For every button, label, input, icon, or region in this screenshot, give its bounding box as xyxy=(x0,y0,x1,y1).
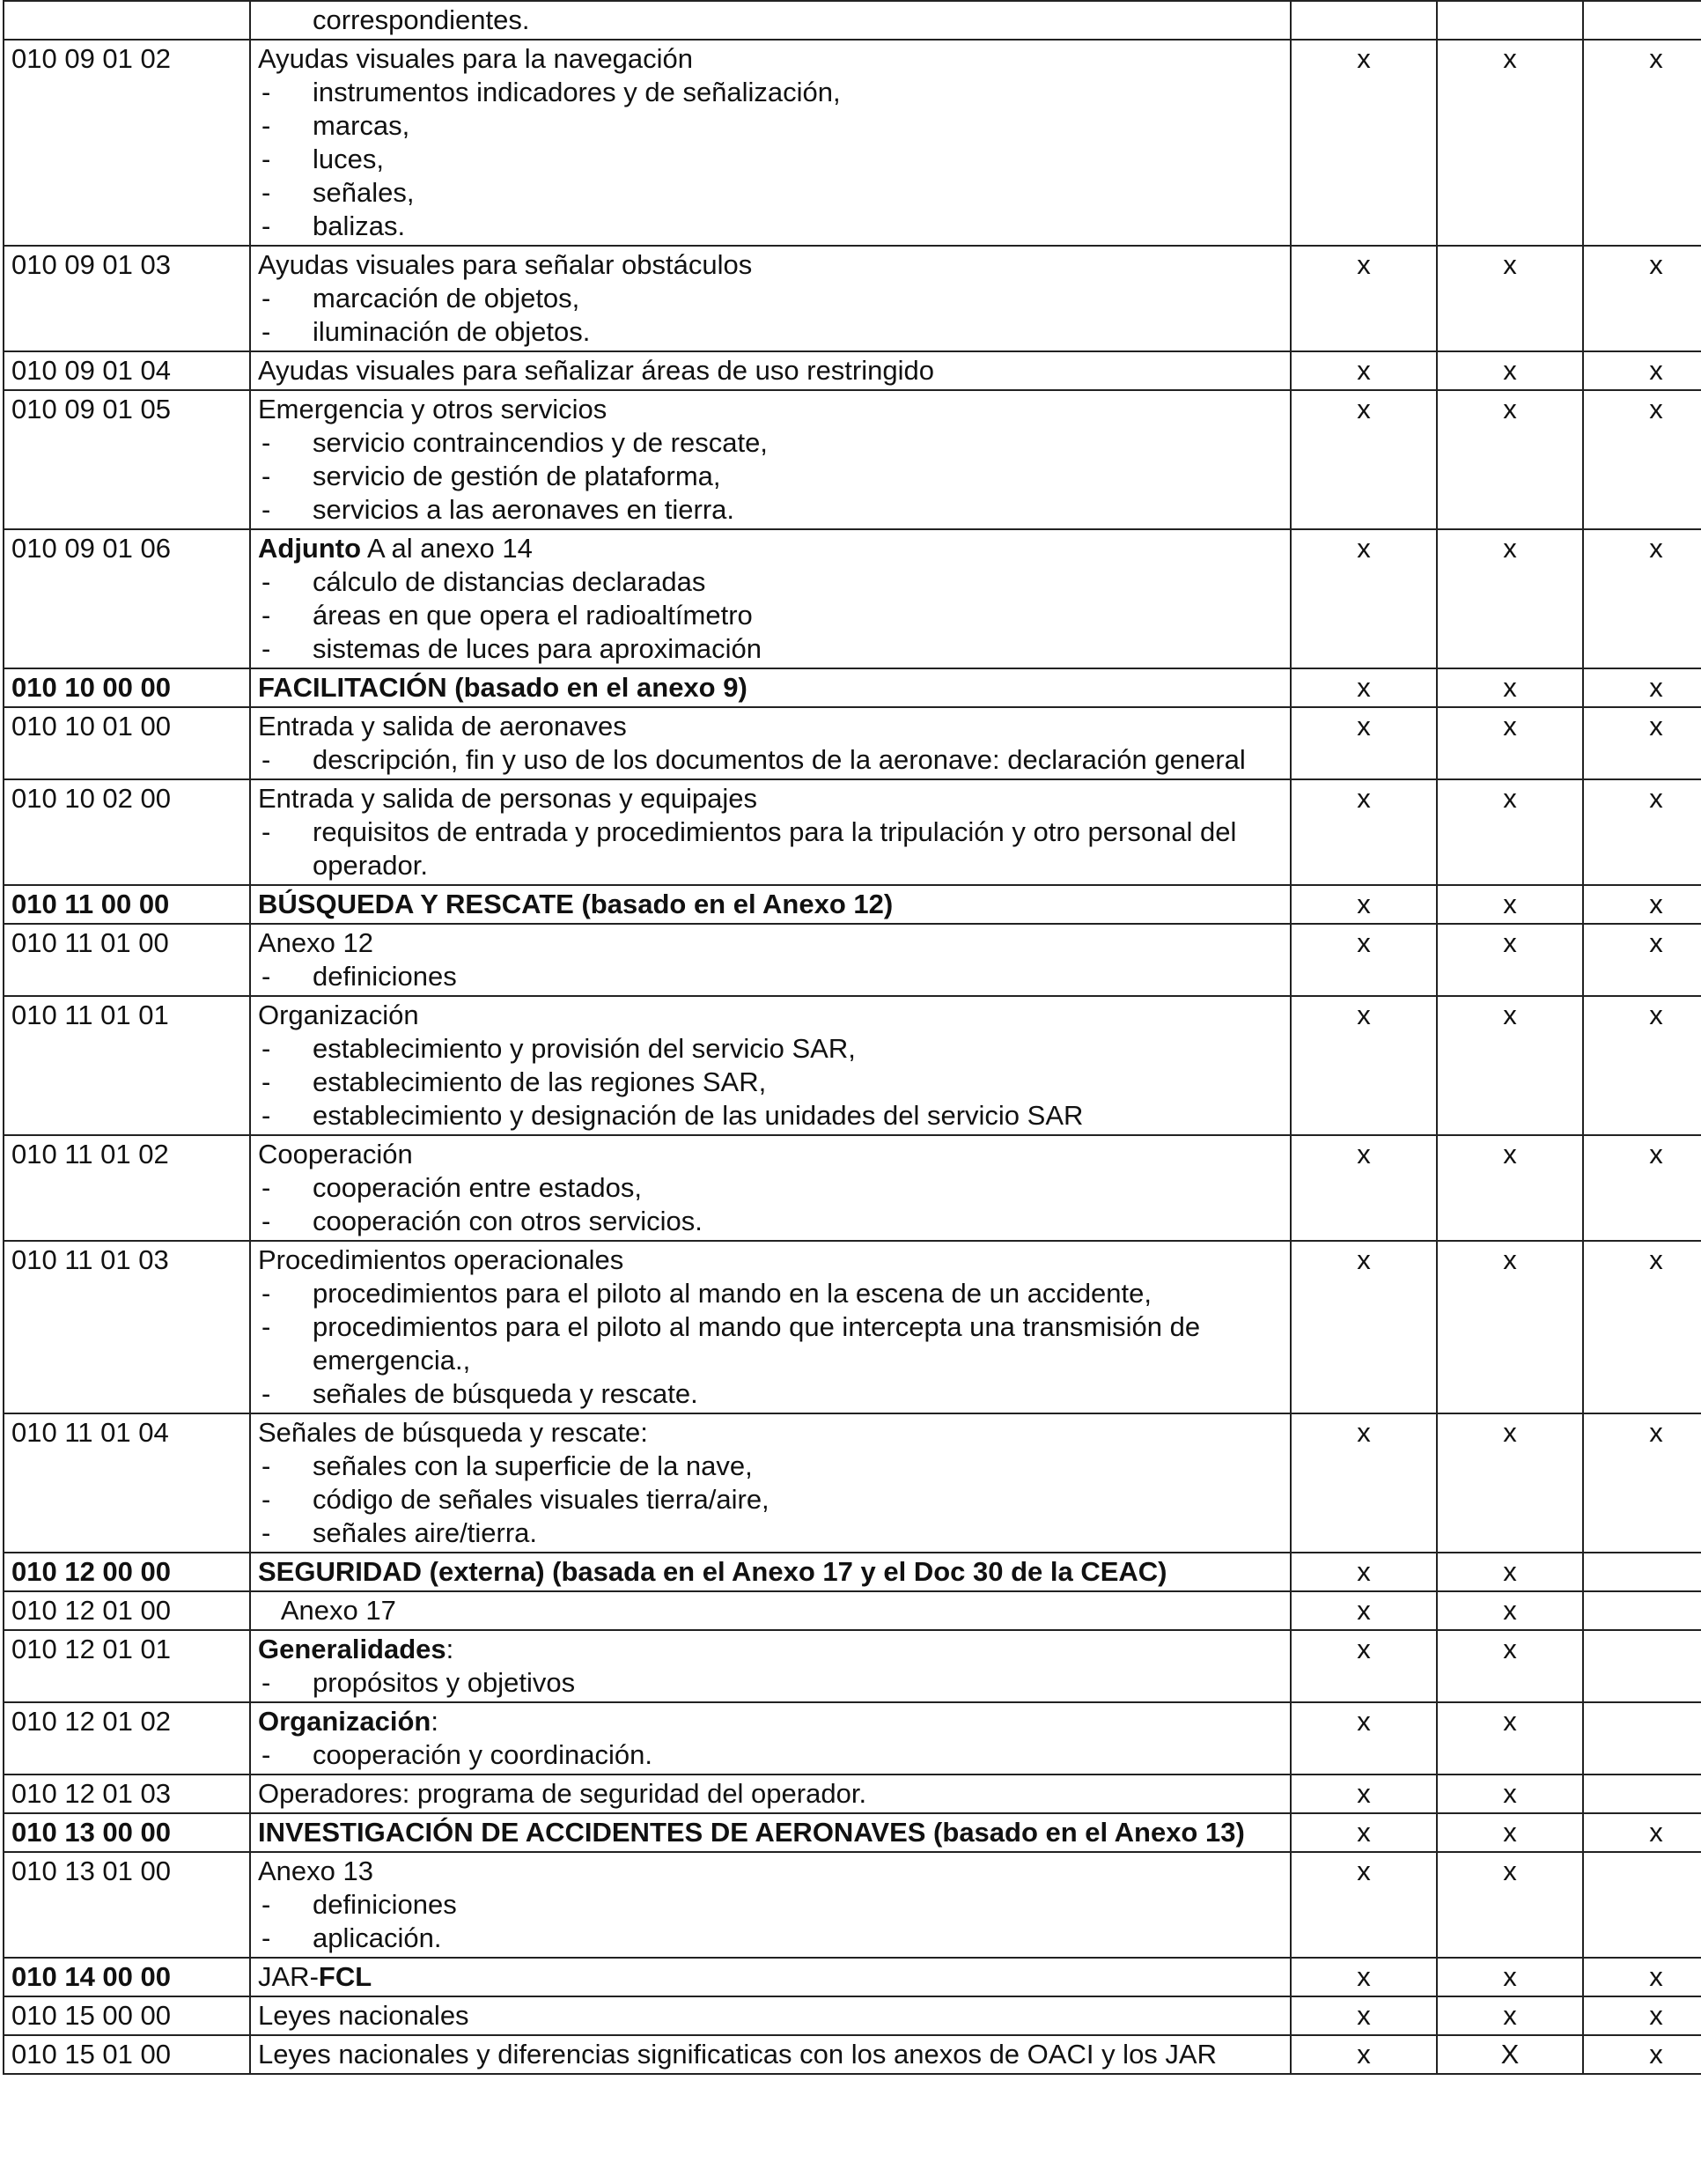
row-title xyxy=(258,1633,1283,1666)
applicability-mark-col-1: x xyxy=(1291,2035,1437,2074)
row-code: 010 12 01 02 xyxy=(4,1702,250,1774)
row-title xyxy=(258,42,1283,76)
applicability-mark-col-2: x xyxy=(1437,1702,1583,1774)
row-description xyxy=(250,1630,1291,1702)
table-row xyxy=(4,1413,1701,1553)
row-description xyxy=(250,707,1291,779)
row-code: 010 10 00 00 xyxy=(4,668,250,707)
applicability-mark-col-3: x xyxy=(1583,1241,1701,1413)
list-item: - establecimiento y designación de las unidades del servicio SAR xyxy=(258,1099,1283,1133)
row-code: 010 11 01 00 xyxy=(4,924,250,996)
row-title-part: : xyxy=(431,1706,438,1737)
table-row xyxy=(4,1813,1701,1852)
row-title xyxy=(258,532,1283,565)
row-code: 010 10 02 00 xyxy=(4,779,250,885)
list-item: - establecimiento de las regiones SAR, xyxy=(258,1066,1283,1099)
row-title xyxy=(258,1855,1283,1888)
row-title xyxy=(258,248,1283,282)
table-row xyxy=(4,885,1701,924)
table-row xyxy=(4,668,1701,707)
row-code: 010 11 01 03 xyxy=(4,1241,250,1413)
list-item: - procedimientos para el piloto al mando en la escena de un accidente, xyxy=(258,1277,1283,1310)
applicability-mark-col-2: x xyxy=(1437,1774,1583,1813)
applicability-mark-col-1: x xyxy=(1291,668,1437,707)
list-item: - sistemas de luces para aproximación xyxy=(258,632,1283,666)
applicability-mark-col-1: x xyxy=(1291,1774,1437,1813)
table-row xyxy=(4,351,1701,390)
applicability-mark-col-3 xyxy=(1583,1852,1701,1958)
applicability-mark-col-1: x xyxy=(1291,351,1437,390)
row-title xyxy=(258,393,1283,426)
row-item-list xyxy=(258,743,1283,777)
row-description xyxy=(250,1852,1291,1958)
applicability-mark-col-2: x xyxy=(1437,779,1583,885)
applicability-mark-col-3: x xyxy=(1583,885,1701,924)
row-title xyxy=(258,354,1283,387)
row-description xyxy=(250,2035,1291,2074)
table-row xyxy=(4,924,1701,996)
row-code: 010 12 00 00 xyxy=(4,1553,250,1591)
list-item: - servicio de gestión de plataforma, xyxy=(258,460,1283,493)
row-code: 010 13 01 00 xyxy=(4,1852,250,1958)
list-item: - balizas. xyxy=(258,210,1283,243)
applicability-mark-col-3 xyxy=(1583,1,1701,40)
row-code: 010 11 01 01 xyxy=(4,996,250,1135)
table-row xyxy=(4,707,1701,779)
applicability-mark-col-1: x xyxy=(1291,1591,1437,1630)
row-title-part: Anexo 12 xyxy=(258,927,373,958)
row-title-part: Señales de búsqueda y rescate: xyxy=(258,1417,648,1448)
applicability-mark-col-1: x xyxy=(1291,707,1437,779)
row-title-part: INVESTIGACIÓN DE ACCIDENTES DE AERONAVES (basado en el Anexo 13) xyxy=(258,1817,1245,1848)
applicability-mark-col-2: x xyxy=(1437,707,1583,779)
row-description xyxy=(250,390,1291,529)
table-row xyxy=(4,1135,1701,1241)
row-code: 010 12 01 00 xyxy=(4,1591,250,1630)
row-title-part: Organización xyxy=(258,1706,431,1737)
row-title xyxy=(258,1816,1283,1849)
list-item: - instrumentos indicadores y de señalización, xyxy=(258,76,1283,109)
row-code: 010 09 01 04 xyxy=(4,351,250,390)
table-row xyxy=(4,1852,1701,1958)
row-title xyxy=(258,671,1283,705)
table-row xyxy=(4,246,1701,351)
table-row xyxy=(4,529,1701,668)
list-item: - marcas, xyxy=(258,109,1283,143)
list-item: - definiciones xyxy=(258,960,1283,993)
row-code: 010 09 01 02 xyxy=(4,40,250,246)
row-title xyxy=(258,999,1283,1032)
row-title xyxy=(258,926,1283,960)
applicability-mark-col-2: x xyxy=(1437,1813,1583,1852)
applicability-mark-col-1: x xyxy=(1291,1241,1437,1413)
applicability-mark-col-2: x xyxy=(1437,1241,1583,1413)
applicability-mark-col-3: x xyxy=(1583,1813,1701,1852)
row-item-list xyxy=(258,426,1283,527)
applicability-mark-col-2: x xyxy=(1437,668,1583,707)
row-description xyxy=(250,1591,1291,1630)
row-item-list xyxy=(258,76,1283,243)
applicability-mark-col-3: x xyxy=(1583,1958,1701,1996)
row-description xyxy=(250,351,1291,390)
table-row xyxy=(4,1241,1701,1413)
applicability-mark-col-2: X xyxy=(1437,2035,1583,2074)
row-title-part: Entrada y salida de aeronaves xyxy=(258,711,627,742)
applicability-mark-col-3 xyxy=(1583,1630,1701,1702)
row-title-part: : xyxy=(446,1634,454,1664)
row-item-list xyxy=(258,1450,1283,1550)
applicability-mark-col-2: x xyxy=(1437,1852,1583,1958)
list-item: - procedimientos para el piloto al mando que intercepta una transmisión de emergencia., xyxy=(258,1310,1283,1377)
applicability-mark-col-1: x xyxy=(1291,924,1437,996)
row-code: 010 12 01 01 xyxy=(4,1630,250,1702)
applicability-mark-col-1: x xyxy=(1291,1813,1437,1852)
applicability-mark-col-2: x xyxy=(1437,924,1583,996)
row-code: 010 10 01 00 xyxy=(4,707,250,779)
applicability-mark-col-1: x xyxy=(1291,1630,1437,1702)
list-item: - servicios a las aeronaves en tierra. xyxy=(258,493,1283,527)
applicability-mark-col-3: x xyxy=(1583,707,1701,779)
row-title-part: Cooperación xyxy=(258,1139,413,1169)
applicability-mark-col-1: x xyxy=(1291,1413,1437,1553)
row-description xyxy=(250,529,1291,668)
list-item: - descripción, fin y uso de los documentos de la aeronave: declaración general xyxy=(258,743,1283,777)
list-item: - áreas en que opera el radioaltímetro xyxy=(258,599,1283,632)
applicability-mark-col-1: x xyxy=(1291,1553,1437,1591)
applicability-mark-col-2: x xyxy=(1437,1413,1583,1553)
list-item: - establecimiento y provisión del servicio SAR, xyxy=(258,1032,1283,1066)
row-item-list xyxy=(258,815,1283,882)
row-code: 010 09 01 03 xyxy=(4,246,250,351)
applicability-mark-col-3: x xyxy=(1583,246,1701,351)
applicability-mark-col-2: x xyxy=(1437,1553,1583,1591)
applicability-mark-col-1: x xyxy=(1291,996,1437,1135)
row-title-part: Leyes nacionales xyxy=(258,2000,469,2031)
row-description xyxy=(250,1996,1291,2035)
applicability-mark-col-1: x xyxy=(1291,885,1437,924)
applicability-mark-col-3: x xyxy=(1583,529,1701,668)
row-code: 010 15 01 00 xyxy=(4,2035,250,2074)
applicability-mark-col-3 xyxy=(1583,1702,1701,1774)
list-item: - señales aire/tierra. xyxy=(258,1516,1283,1550)
row-description xyxy=(250,246,1291,351)
row-item-list xyxy=(258,1277,1283,1411)
row-title xyxy=(258,1594,1283,1627)
applicability-mark-col-3: x xyxy=(1583,1996,1701,2035)
row-description xyxy=(250,1702,1291,1774)
applicability-mark-col-2: x xyxy=(1437,1996,1583,2035)
row-description xyxy=(250,1813,1291,1852)
applicability-mark-col-2: x xyxy=(1437,529,1583,668)
list-item: - propósitos y objetivos xyxy=(258,1666,1283,1700)
applicability-mark-col-2: x xyxy=(1437,1591,1583,1630)
row-title xyxy=(258,1960,1283,1994)
row-item-list xyxy=(258,1888,1283,1955)
row-code: 010 11 01 04 xyxy=(4,1413,250,1553)
row-code: 010 11 00 00 xyxy=(4,885,250,924)
applicability-mark-col-3: x xyxy=(1583,924,1701,996)
list-item: - luces, xyxy=(258,143,1283,176)
row-title xyxy=(258,2038,1283,2071)
applicability-mark-col-3: x xyxy=(1583,390,1701,529)
row-title-part: BÚSQUEDA Y RESCATE (basado en el Anexo 12) xyxy=(258,889,894,919)
row-title-part: SEGURIDAD (externa) (basada en el Anexo 17 y el Doc 30 de la CEAC) xyxy=(258,1556,1167,1587)
applicability-mark-col-3 xyxy=(1583,1774,1701,1813)
syllabus-table-body xyxy=(4,1,1701,2074)
row-title-part: Generalidades xyxy=(258,1634,446,1664)
applicability-mark-col-1: x xyxy=(1291,1852,1437,1958)
list-item: - cooperación con otros servicios. xyxy=(258,1205,1283,1238)
list-item: - cooperación y coordinación. xyxy=(258,1738,1283,1772)
row-title-part: Emergencia y otros servicios xyxy=(258,394,608,424)
row-title-part: Organización xyxy=(258,1000,419,1030)
row-description xyxy=(250,779,1291,885)
row-title xyxy=(258,1705,1283,1738)
row-code: 010 13 00 00 xyxy=(4,1813,250,1852)
applicability-mark-col-1: x xyxy=(1291,1958,1437,1996)
table-row xyxy=(4,1591,1701,1630)
row-description xyxy=(250,40,1291,246)
table-row xyxy=(4,1,1701,40)
row-title-part: Anexo 17 xyxy=(258,1595,396,1626)
row-description xyxy=(250,885,1291,924)
table-row xyxy=(4,390,1701,529)
table-row xyxy=(4,1630,1701,1702)
row-title-part: Ayudas visuales para señalar obstáculos xyxy=(258,249,753,280)
applicability-mark-col-2: x xyxy=(1437,885,1583,924)
row-title xyxy=(258,710,1283,743)
list-item: - código de señales visuales tierra/aire, xyxy=(258,1483,1283,1516)
applicability-mark-col-3: x xyxy=(1583,1135,1701,1241)
applicability-mark-col-1: x xyxy=(1291,1702,1437,1774)
row-title-part: JAR- xyxy=(258,1961,319,1992)
list-item: - marcación de objetos, xyxy=(258,282,1283,315)
table-row xyxy=(4,1702,1701,1774)
continuation-text: correspondientes. xyxy=(313,4,530,35)
list-item: - servicio contraincendios y de rescate, xyxy=(258,426,1283,460)
row-code: 010 12 01 03 xyxy=(4,1774,250,1813)
applicability-mark-col-3: x xyxy=(1583,668,1701,707)
row-description xyxy=(250,924,1291,996)
row-title-part: Adjunto xyxy=(258,533,362,564)
applicability-mark-col-2: x xyxy=(1437,246,1583,351)
row-title xyxy=(258,1555,1283,1589)
applicability-mark-col-2: x xyxy=(1437,40,1583,246)
list-item: - cooperación entre estados, xyxy=(258,1171,1283,1205)
applicability-mark-col-2: x xyxy=(1437,996,1583,1135)
table-row xyxy=(4,779,1701,885)
row-title-part: Ayudas visuales para la navegación xyxy=(258,43,694,74)
row-item-list xyxy=(258,1666,1283,1700)
row-title xyxy=(258,1138,1283,1171)
row-title-part: Entrada y salida de personas y equipajes xyxy=(258,783,757,814)
applicability-mark-col-1: x xyxy=(1291,246,1437,351)
list-item: - cálculo de distancias declaradas xyxy=(258,565,1283,599)
applicability-mark-col-3 xyxy=(1583,1591,1701,1630)
list-item: - requisitos de entrada y procedimientos para la tripulación y otro personal del operador. xyxy=(258,815,1283,882)
table-row xyxy=(4,1996,1701,2035)
applicability-mark-col-3: x xyxy=(1583,996,1701,1135)
list-item: - aplicación. xyxy=(258,1922,1283,1955)
row-title-part: Operadores: programa de seguridad del operador. xyxy=(258,1778,867,1809)
table-row xyxy=(4,996,1701,1135)
applicability-mark-col-2: x xyxy=(1437,390,1583,529)
row-description xyxy=(250,1241,1291,1413)
row-title-part: Anexo 13 xyxy=(258,1856,373,1886)
list-item: - señales con la superficie de la nave, xyxy=(258,1450,1283,1483)
row-code xyxy=(4,1,250,40)
applicability-mark-col-2: x xyxy=(1437,1958,1583,1996)
list-item: - señales de búsqueda y rescate. xyxy=(258,1377,1283,1411)
applicability-mark-col-1: x xyxy=(1291,1135,1437,1241)
row-title-part: Procedimientos operacionales xyxy=(258,1244,624,1275)
row-title-part: Leyes nacionales y diferencias significaticas con los anexos de OACI y los JAR xyxy=(258,2039,1217,2070)
list-item: - señales, xyxy=(258,176,1283,210)
row-item-list xyxy=(258,1171,1283,1238)
applicability-mark-col-1 xyxy=(1291,1,1437,40)
row-title xyxy=(258,782,1283,815)
applicability-mark-col-3: x xyxy=(1583,2035,1701,2074)
applicability-mark-col-2: x xyxy=(1437,1135,1583,1241)
row-title-part: Ayudas visuales para señalizar áreas de uso restringido xyxy=(258,355,934,386)
row-description xyxy=(250,996,1291,1135)
row-code: 010 11 01 02 xyxy=(4,1135,250,1241)
table-row xyxy=(4,1774,1701,1813)
applicability-mark-col-1: x xyxy=(1291,779,1437,885)
row-description xyxy=(250,1553,1291,1591)
row-description xyxy=(250,1,1291,40)
applicability-mark-col-3: x xyxy=(1583,779,1701,885)
syllabus-table xyxy=(3,0,1701,2075)
row-item-list xyxy=(258,1738,1283,1772)
row-title xyxy=(258,1243,1283,1277)
applicability-mark-col-1: x xyxy=(1291,529,1437,668)
row-title-part: FACILITACIÓN (basado en el anexo 9) xyxy=(258,672,747,703)
applicability-mark-col-3: x xyxy=(1583,40,1701,246)
row-title-part: A al anexo 14 xyxy=(361,533,533,564)
row-title xyxy=(258,888,1283,921)
row-title xyxy=(258,1416,1283,1450)
row-code: 010 09 01 06 xyxy=(4,529,250,668)
applicability-mark-col-3 xyxy=(1583,1553,1701,1591)
table-row xyxy=(4,2035,1701,2074)
row-description xyxy=(250,668,1291,707)
row-description xyxy=(250,1413,1291,1553)
applicability-mark-col-1: x xyxy=(1291,1996,1437,2035)
list-item: - iluminación de objetos. xyxy=(258,315,1283,349)
row-code: 010 09 01 05 xyxy=(4,390,250,529)
applicability-mark-col-1: x xyxy=(1291,390,1437,529)
row-description xyxy=(250,1774,1291,1813)
list-item: - definiciones xyxy=(258,1888,1283,1922)
applicability-mark-col-2: x xyxy=(1437,1630,1583,1702)
row-code: 010 15 00 00 xyxy=(4,1996,250,2035)
row-description xyxy=(250,1958,1291,1996)
row-item-list xyxy=(258,1032,1283,1133)
row-title-part: FCL xyxy=(318,1961,372,1992)
row-title xyxy=(258,1777,1283,1811)
table-row xyxy=(4,1958,1701,1996)
table-row xyxy=(4,40,1701,246)
row-item-list xyxy=(258,282,1283,349)
applicability-mark-col-1: x xyxy=(1291,40,1437,246)
row-description xyxy=(250,1135,1291,1241)
applicability-mark-col-2 xyxy=(1437,1,1583,40)
applicability-mark-col-3: x xyxy=(1583,351,1701,390)
applicability-mark-col-3: x xyxy=(1583,1413,1701,1553)
row-code: 010 14 00 00 xyxy=(4,1958,250,1996)
applicability-mark-col-2: x xyxy=(1437,351,1583,390)
row-item-list xyxy=(258,960,1283,993)
row-item-list xyxy=(258,565,1283,666)
row-title xyxy=(258,1999,1283,2033)
table-row xyxy=(4,1553,1701,1591)
